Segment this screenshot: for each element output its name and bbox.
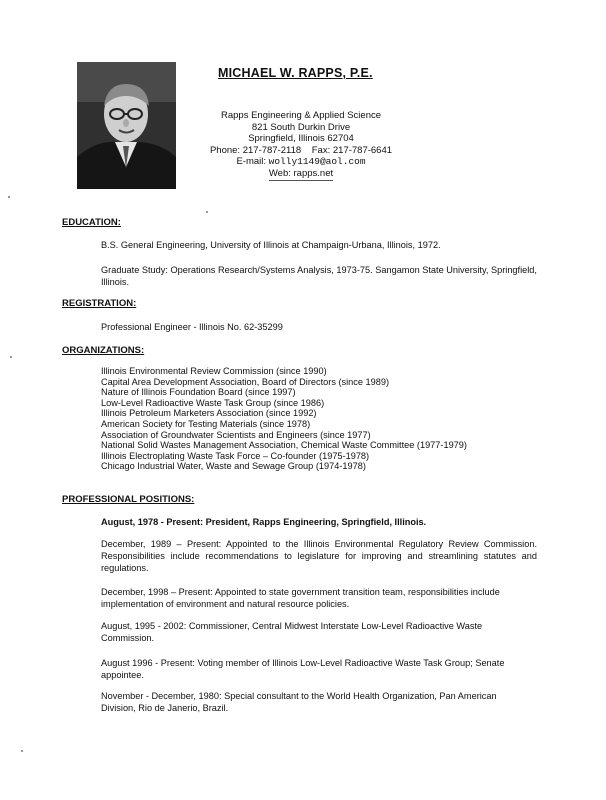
positions-lead: August, 1978 - Present: President, Rapps Engineering, Springfield, Illinois.: [101, 517, 427, 527]
email-label: E-mail:: [236, 156, 266, 168]
list-item: Illinois Environmental Review Commission (since 1990): [101, 366, 327, 376]
phone-number: 217-787-2118: [242, 144, 302, 156]
list-item: Low-Level Radioactive Waste Task Group (since 1986): [101, 397, 325, 408]
list-item: Chicago Industrial Water, Waste and Sewage Group (1974-1978): [101, 461, 366, 472]
education-entry: Graduate Study: Operations Research/Systems Analysis, 1973-75. Sangamon State University, Springfield, Illinois.: [101, 265, 537, 287]
position-entry: December, 1998 – Present: Appointed to state government transition team, responsibilities include implementation of environment and natural resource policies.: [101, 587, 500, 609]
web-line: [186, 168, 416, 181]
list-item: National Solid Wastes Management Association, Chemical Waste Committee (1977-1979): [101, 440, 467, 451]
scan-speck: [10, 356, 12, 358]
scan-speck: [206, 211, 208, 213]
phone-fax-line: [186, 145, 416, 157]
list-item: American Society for Testing Materials (since 1978): [101, 418, 311, 429]
web-wrapper: [269, 168, 333, 181]
education-entry: B.S. General Engineering, University of Illinois at Champaign-Urbana, Illinois, 1972.: [101, 240, 441, 250]
address-line-2: Springfield, Illinois 62704: [248, 133, 354, 145]
fax-number: 217-787-6641: [332, 144, 393, 156]
list-item: Association of Groundwater Scientists and Engineers (since 1977): [101, 429, 371, 440]
list-item: Nature of Illinois Foundation Board (since 1997): [101, 387, 296, 398]
registration-heading: REGISTRATION:: [62, 298, 137, 309]
registration-entry: Professional Engineer - Illinois No. 62-35299: [101, 322, 283, 332]
organizations-heading: ORGANIZATIONS:: [62, 345, 145, 356]
scan-speck: [21, 750, 23, 752]
portrait-photo: [77, 62, 176, 189]
list-item: Illinois Electroplating Waste Task Force – Co-founder (1975-1978): [101, 450, 370, 461]
organizations-list: [101, 366, 467, 472]
email-link[interactable]: wolly1149@aol.com: [268, 156, 366, 168]
fax-label: Fax:: [311, 144, 331, 156]
position-entry: November - December, 1980: Special consultant to the World Health Organization, Pan American Division, Rio de Janerio, Brazil.: [101, 691, 497, 713]
address-line-1: 821 South Durkin Drive: [251, 121, 351, 133]
position-entry: August 1996 - Present: Voting member of Illinois Low-Level Radioactive Waste Task Group; Senate appointee.: [101, 658, 505, 680]
company-name: Rapps Engineering & Applied Science: [220, 110, 382, 121]
web-link[interactable]: rapps.net: [293, 167, 334, 179]
scan-speck: [8, 196, 10, 198]
contact-block: [186, 110, 416, 181]
list-item: Capital Area Development Association, Board of Directors (since 1989): [101, 376, 390, 387]
web-label: Web:: [268, 167, 291, 179]
education-heading: EDUCATION:: [62, 217, 121, 228]
position-entry: August, 1995 - 2002: Commissioner, Central Midwest Interstate Low-Level Radioactive Waste Commission.: [101, 621, 483, 643]
list-item: Illinois Petroleum Marketers Association (since 1992): [101, 408, 317, 419]
phone-label: Phone:: [209, 144, 241, 156]
position-entry: December, 1989 – Present: Appointed to the Illinois Environmental Regulatory Review Commission. Responsibilities include recommendations to legislature for improving and streamlining statutes and regulations.: [101, 539, 537, 573]
resume-name: MICHAEL W. RAPPS, P.E.: [218, 66, 373, 80]
positions-heading: PROFESSIONAL POSITIONS:: [62, 494, 195, 505]
portrait-image-icon: [77, 62, 176, 189]
email-line: [186, 156, 416, 168]
